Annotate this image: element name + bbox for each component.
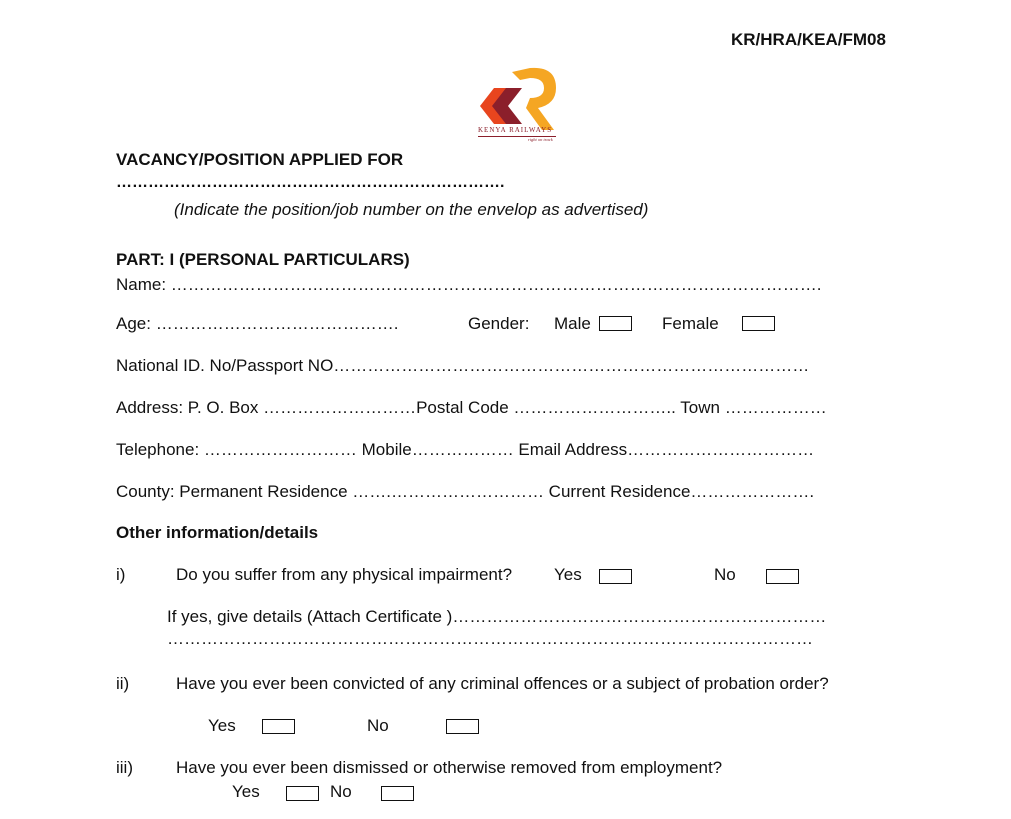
female-checkbox[interactable]: [742, 316, 775, 331]
male-label: Male: [554, 314, 591, 333]
vacancy-heading: VACANCY/POSITION APPLIED FOR: [116, 150, 404, 169]
q2-yes-label: Yes: [208, 716, 236, 735]
age-field[interactable]: Age: …………………………………….: [116, 314, 399, 333]
q2-no-checkbox[interactable]: [446, 719, 479, 734]
telephone-field[interactable]: Telephone: ……………………… Mobile……………… Email Address……………………………: [116, 440, 815, 459]
q1-number: i): [116, 565, 126, 584]
part1-heading: PART: I (PERSONAL PARTICULARS): [116, 250, 410, 269]
q2-text: Have you ever been convicted of any criminal offences or a subject of probation order?: [176, 674, 829, 693]
vacancy-note: (Indicate the position/job number on the envelop as advertised): [174, 200, 649, 219]
logo-brand-text: KENYA RAILWAYS: [478, 126, 553, 134]
county-field[interactable]: County: Permanent Residence …….……………………… Current Residence………………….: [116, 482, 815, 501]
name-field[interactable]: Name: …………………………………………………………………………………………………….: [116, 275, 822, 294]
q3-text: Have you ever been dismissed or otherwise removed from employment?: [176, 758, 723, 777]
q1-details-line[interactable]: ……………………………………………………………………………………………………: [167, 629, 813, 648]
q3-yes-label: Yes: [232, 782, 260, 801]
q2-yes-checkbox[interactable]: [262, 719, 295, 734]
q3-no-checkbox[interactable]: [381, 786, 414, 801]
male-checkbox[interactable]: [599, 316, 632, 331]
gender-label: Gender:: [468, 314, 530, 333]
kenya-railways-logo: [472, 64, 564, 144]
q1-details-field[interactable]: If yes, give details (Attach Certificate )…………………………………………………………: [167, 607, 827, 626]
address-field[interactable]: Address: P. O. Box ………………………Postal Code ……………………….. Town ………………: [116, 398, 827, 417]
q1-text: Do you suffer from any physical impairment?: [176, 565, 513, 584]
q1-no-checkbox[interactable]: [766, 569, 799, 584]
q3-yes-checkbox[interactable]: [286, 786, 319, 801]
q1-no-label: No: [714, 565, 736, 584]
q2-number: ii): [116, 674, 130, 693]
q1-yes-label: Yes: [554, 565, 582, 584]
q3-number: iii): [116, 758, 133, 777]
q2-no-label: No: [367, 716, 389, 735]
form-code: KR/HRA/KEA/FM08: [731, 30, 886, 49]
vacancy-input-line[interactable]: ……………………………………………………………….: [116, 174, 505, 191]
logo-tagline: right on track: [528, 137, 553, 142]
q3-no-label: No: [330, 782, 352, 801]
other-info-heading: Other information/details: [116, 523, 319, 542]
q1-yes-checkbox[interactable]: [599, 569, 632, 584]
female-label: Female: [662, 314, 719, 333]
national-id-field[interactable]: National ID. No/Passport NO…………………………………………………………………………: [116, 356, 810, 375]
